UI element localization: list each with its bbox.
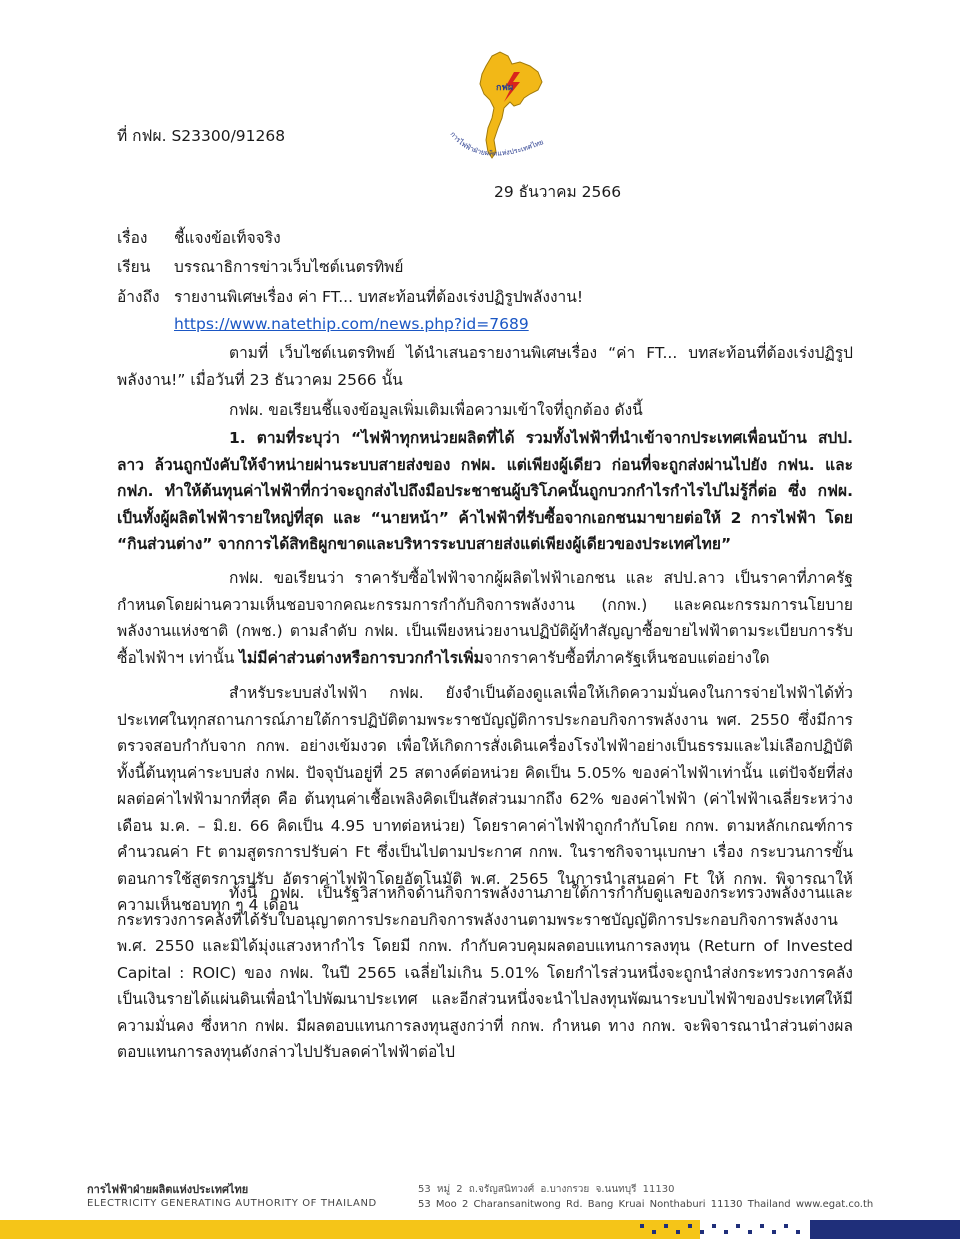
subject-value: ชี้แจงข้อเท็จจริง: [174, 229, 281, 247]
footer-address-thai: 53 หมู่ 2 ถ.จรัญสนิทวงศ์ อ.บางกรวย จ.นนทบุรี 11130: [418, 1184, 675, 1195]
footer-bar-yellow: [0, 1220, 700, 1239]
footer-address-english: 53 Moo 2 Charansanitwong Rd. Bang Kruai Nonthaburi 11130 Thailand www.egat.co.th: [418, 1199, 874, 1210]
answer1-text-a: กฟผ. ขอเรียนว่า ราคารับซื้อไฟฟ้าจากผู้ผลิตไฟฟ้าเอกชน และ สปป.ลาว เป็นราคาที่ภาครัฐกำหนดโดยผ่านความเห็นชอบจากคณะกรรมการกำกับกิจการพลังงาน (กกพ.) และคณะกรรมการนโยบายพลังงานแห่งชาติ (กพช.) ตามลำดับ กฟผ. เป็นเพียงหน่วยงานปฏิบัติผู้ทำสัญญาซื้อขายไฟฟ้าตามระเบียบการรับซื้อไฟฟ้าฯ เท่านั้น: [117, 569, 853, 667]
answer-paragraph-1: [117, 565, 853, 671]
answer1-bold: ไม่มีค่าส่วนต่างหรือการบวกกำไรเพิ่ม: [239, 648, 484, 667]
reference-number: ที่ กฟผ. S23300/91268: [117, 127, 286, 145]
logo-caption: การไฟฟ้าฝ่ายผลิตแห่งประเทศไทย: [448, 130, 545, 158]
footer-bar-navy: [810, 1220, 960, 1239]
reference-link[interactable]: https://www.natethip.com/news.php?id=7689: [174, 315, 529, 333]
answer-paragraph-2: สำหรับระบบส่งไฟฟ้า กฟผ. ยังจำเป็นต้องดูแลเพื่อให้เกิดความมั่นคงในการจ่ายไฟฟ้าได้ทั่วประเทศในทุกสถานการณ์ภายใต้การปฏิบัติตามพระราชบัญญัติการประกอบกิจการพลังงาน พศ. 2550 ซึ่งมีการตรวจสอบกำกับจาก กกพ. อย่างเข้มงวด เพื่อให้เกิดการสั่งเดินเครื่องโรงไฟฟ้าอย่างเป็นธรรมและไม่เลือกปฏิบัติ ทั้งนี้ต้นทุนค่าระบบส่ง กฟผ. ปัจจุบันอยู่ที่ 25 สตางค์ต่อหน่วย คิดเป็น 5.05% ของค่าไฟฟ้าเท่านั้น แต่ปัจจัยที่ส่งผลต่อค่าไฟฟ้ามากที่สุด คือ ต้นทุนค่าเชื้อเพลิงคิดเป็นสัดส่วนมากถึง 62% ของค่าไฟฟ้า (ค่าไฟฟ้าเฉลี่ยระหว่างเดือน ม.ค. – มิ.ย. 66 คิดเป็น 4.95 บาทต่อหน่วย) โดยราคาค่าไฟฟ้าถูกกำกับโดย กกพ. ตามหลักเกณฑ์การคำนวณค่า Ft ตามสูตรการปรับค่า Ft ซึ่งเป็นไปตามประกาศ กกพ. ในราชกิจจานุเบกษา เรื่อง กระบวนการขั้นตอนการใช้สูตรการปรับ อัตราค่าไฟฟ้าโดยอัตโนมัติ พ.ศ. 2565 ในการนำเสนอค่า Ft ให้ กกพ. พิจารณาให้ความเห็นชอบทุก ๆ 4 เดือน: [117, 684, 853, 914]
footer-org-thai: การไฟฟ้าฝ่ายผลิตแห่งประเทศไทย: [87, 1183, 249, 1196]
claim-text: 1. ตามที่ระบุว่า “ไฟฟ้าทุกหน่วยผลิตที่ได้ รวมทั้งไฟฟ้าที่นำเข้าจากประเทศเพื่อนบ้าน สปป. ลาว ล้วนถูกบังคับให้จำหน่ายผ่านระบบสายส่งของ กฟผ. แต่เพียงผู้เดียว ก่อนที่จะถูกส่งผ่านไปยัง กฟน. และ กฟภ. ทำให้ต้นทุนค่าไฟฟ้าที่กว่าจะถูกส่งไปถึงมือประชาชนผู้บริโภคนั้นถูกบวกกำไรกำไรไปไม่รู้กี่ต่อ ซึ่ง กฟผ. เป็นทั้งผู้ผลิตไฟฟ้ารายใหญ่ที่สุด และ “นายหน้า” ค้าไฟฟ้าที่รับซื้อจากเอกชนมาขายต่อให้ 2 การไฟฟ้า โดย “กินส่วนต่าง” จากการได้สิทธิผูกขาดและบริหารระบบสายส่งแต่เพียงผู้เดียวของประเทศไทย”: [117, 429, 853, 553]
to-value: บรรณาธิการข่าวเว็บไซต์เนตรทิพย์: [174, 258, 404, 276]
subject-label: เรื่อง: [117, 229, 148, 247]
letter-date: 29 ธันวาคม 2566: [494, 183, 622, 201]
footer-org-english: ELECTRICITY GENERATING AUTHORITY OF THAILAND: [87, 1198, 377, 1209]
to-label: เรียน: [117, 258, 151, 276]
clarify-paragraph: กฟผ. ขอเรียนชี้แจงข้อมูลเพิ่มเติมเพื่อความเข้าใจที่ถูกต้อง ดังนี้: [229, 401, 643, 419]
reference-label: อ้างถึง: [117, 288, 160, 306]
logo-text: กฟผ: [496, 83, 514, 93]
answer1-text-b: จากราคารับซื้อที่ภาครัฐเห็นชอบแต่อย่างใด: [483, 648, 770, 667]
intro-paragraph: ตามที่ เว็บไซต์เนตรทิพย์ ได้นำเสนอรายงานพิเศษเรื่อง “ค่า FT... บทสะท้อนที่ต้องเร่งปฏิรูปพลังงาน!” เมื่อวันที่ 23 ธันวาคม 2566 นั้น: [117, 344, 853, 389]
egat-logo: [440, 48, 580, 168]
footer-color-bar: [0, 1216, 960, 1239]
reference-value: รายงานพิเศษเรื่อง ค่า FT... บทสะท้อนที่ต้องเร่งปฏิรูปพลังงาน!: [174, 288, 584, 306]
answer-paragraph-3: ทั้งนี้ กฟผ. เป็นรัฐวิสาหกิจด้านกิจการพลังงานภายใต้การกำกับดูแลของกระทรวงพลังงานและกระทรวงการคลังที่ได้รับใบอนุญาตการประกอบกิจการพลังงานตามพระราชบัญญัติการประกอบกิจการพลังงาน พ.ศ. 2550 และมิได้มุ่งแสวงหากำไร โดยมี กกพ. กำกับควบคุมผลตอบแทนการลงทุน (Return of Invested Capital : ROIC) ของ กฟผ. ในปี 2565 เฉลี่ยไม่เกิน 5.01% โดยกำไรส่วนหนึ่งจะถูกนำส่งกระทรวงการคลังเป็นเงินรายได้แผ่นดินเพื่อนำไปพัฒนาประเทศ และอีกส่วนหนึ่งจะนำไปลงทุนพัฒนาระบบไฟฟ้าของประเทศให้มีความมั่นคง ซึ่งหาก กฟผ. มีผลตอบแทนการลงทุนสูงกว่าที่ กกพ. กำหนด ทาง กกพ. จะพิจารณานำส่วนต่างผลตอบแทนการลงทุนดังกล่าวไปปรับลดค่าไฟฟ้าต่อไป: [117, 884, 853, 1061]
claim-paragraph: [117, 425, 853, 558]
